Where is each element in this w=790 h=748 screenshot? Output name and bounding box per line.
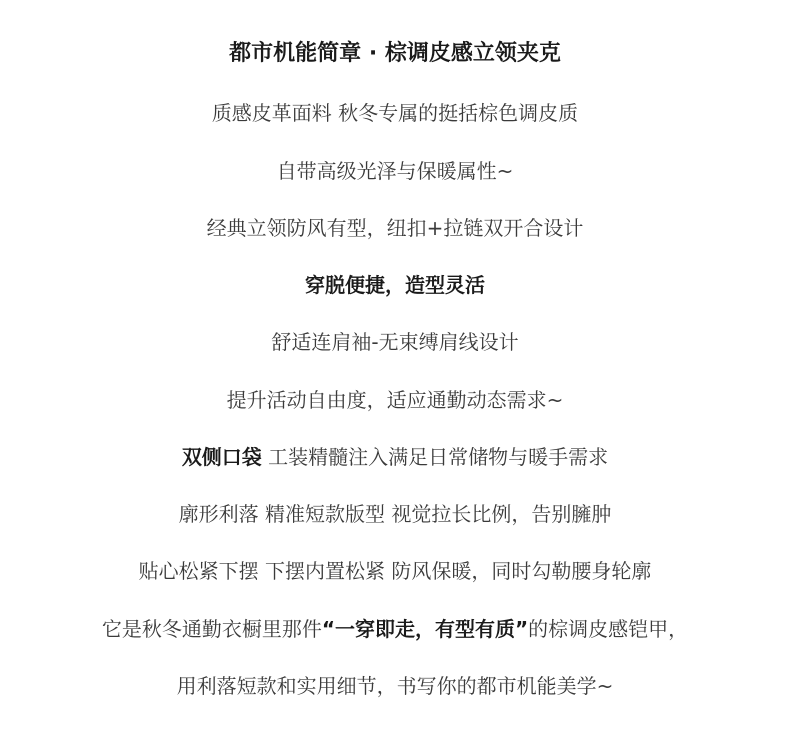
closing-line (0, 615, 790, 643)
page-title: 都市机能简章 · 棕调皮感立领夹克 (229, 41, 561, 66)
pocket-line (0, 443, 790, 471)
section-heading: 穿脱便捷，造型灵活 (305, 273, 485, 297)
desc-line-5: 提升活动自由度，适应通勤动态需求~ (226, 388, 564, 412)
closing-after: 的棕调皮感铠甲， (528, 617, 689, 641)
closing-quote: “一穿即走，有型有质” (321, 617, 529, 641)
desc-line-6: 廓形利落 精准短款版型 视觉拉长比例，告别臃肿 (178, 502, 612, 526)
desc-line-3: 经典立领防风有型，纽扣+拉链双开合设计 (206, 216, 584, 240)
final-line: 用利落短款和实用细节，书写你的都市机能美学~ (176, 674, 614, 698)
closing-before: 它是秋冬通勤衣橱里那件 (101, 617, 322, 641)
desc-line-2: 自带高级光泽与保暖属性~ (276, 159, 514, 183)
pocket-bold: 双侧口袋 (181, 445, 262, 469)
desc-line-4: 舒适连肩袖-无束缚肩线设计 (271, 330, 519, 354)
desc-line-7: 贴心松紧下摆 下摆内置松紧 防风保暖，同时勾勒腰身轮廓 (138, 559, 652, 583)
desc-line-1: 质感皮革面料 秋冬专属的挺括棕色调皮质 (211, 101, 579, 125)
pocket-rest: 工装精髓注入满足日常储物与暖手需求 (261, 445, 609, 469)
